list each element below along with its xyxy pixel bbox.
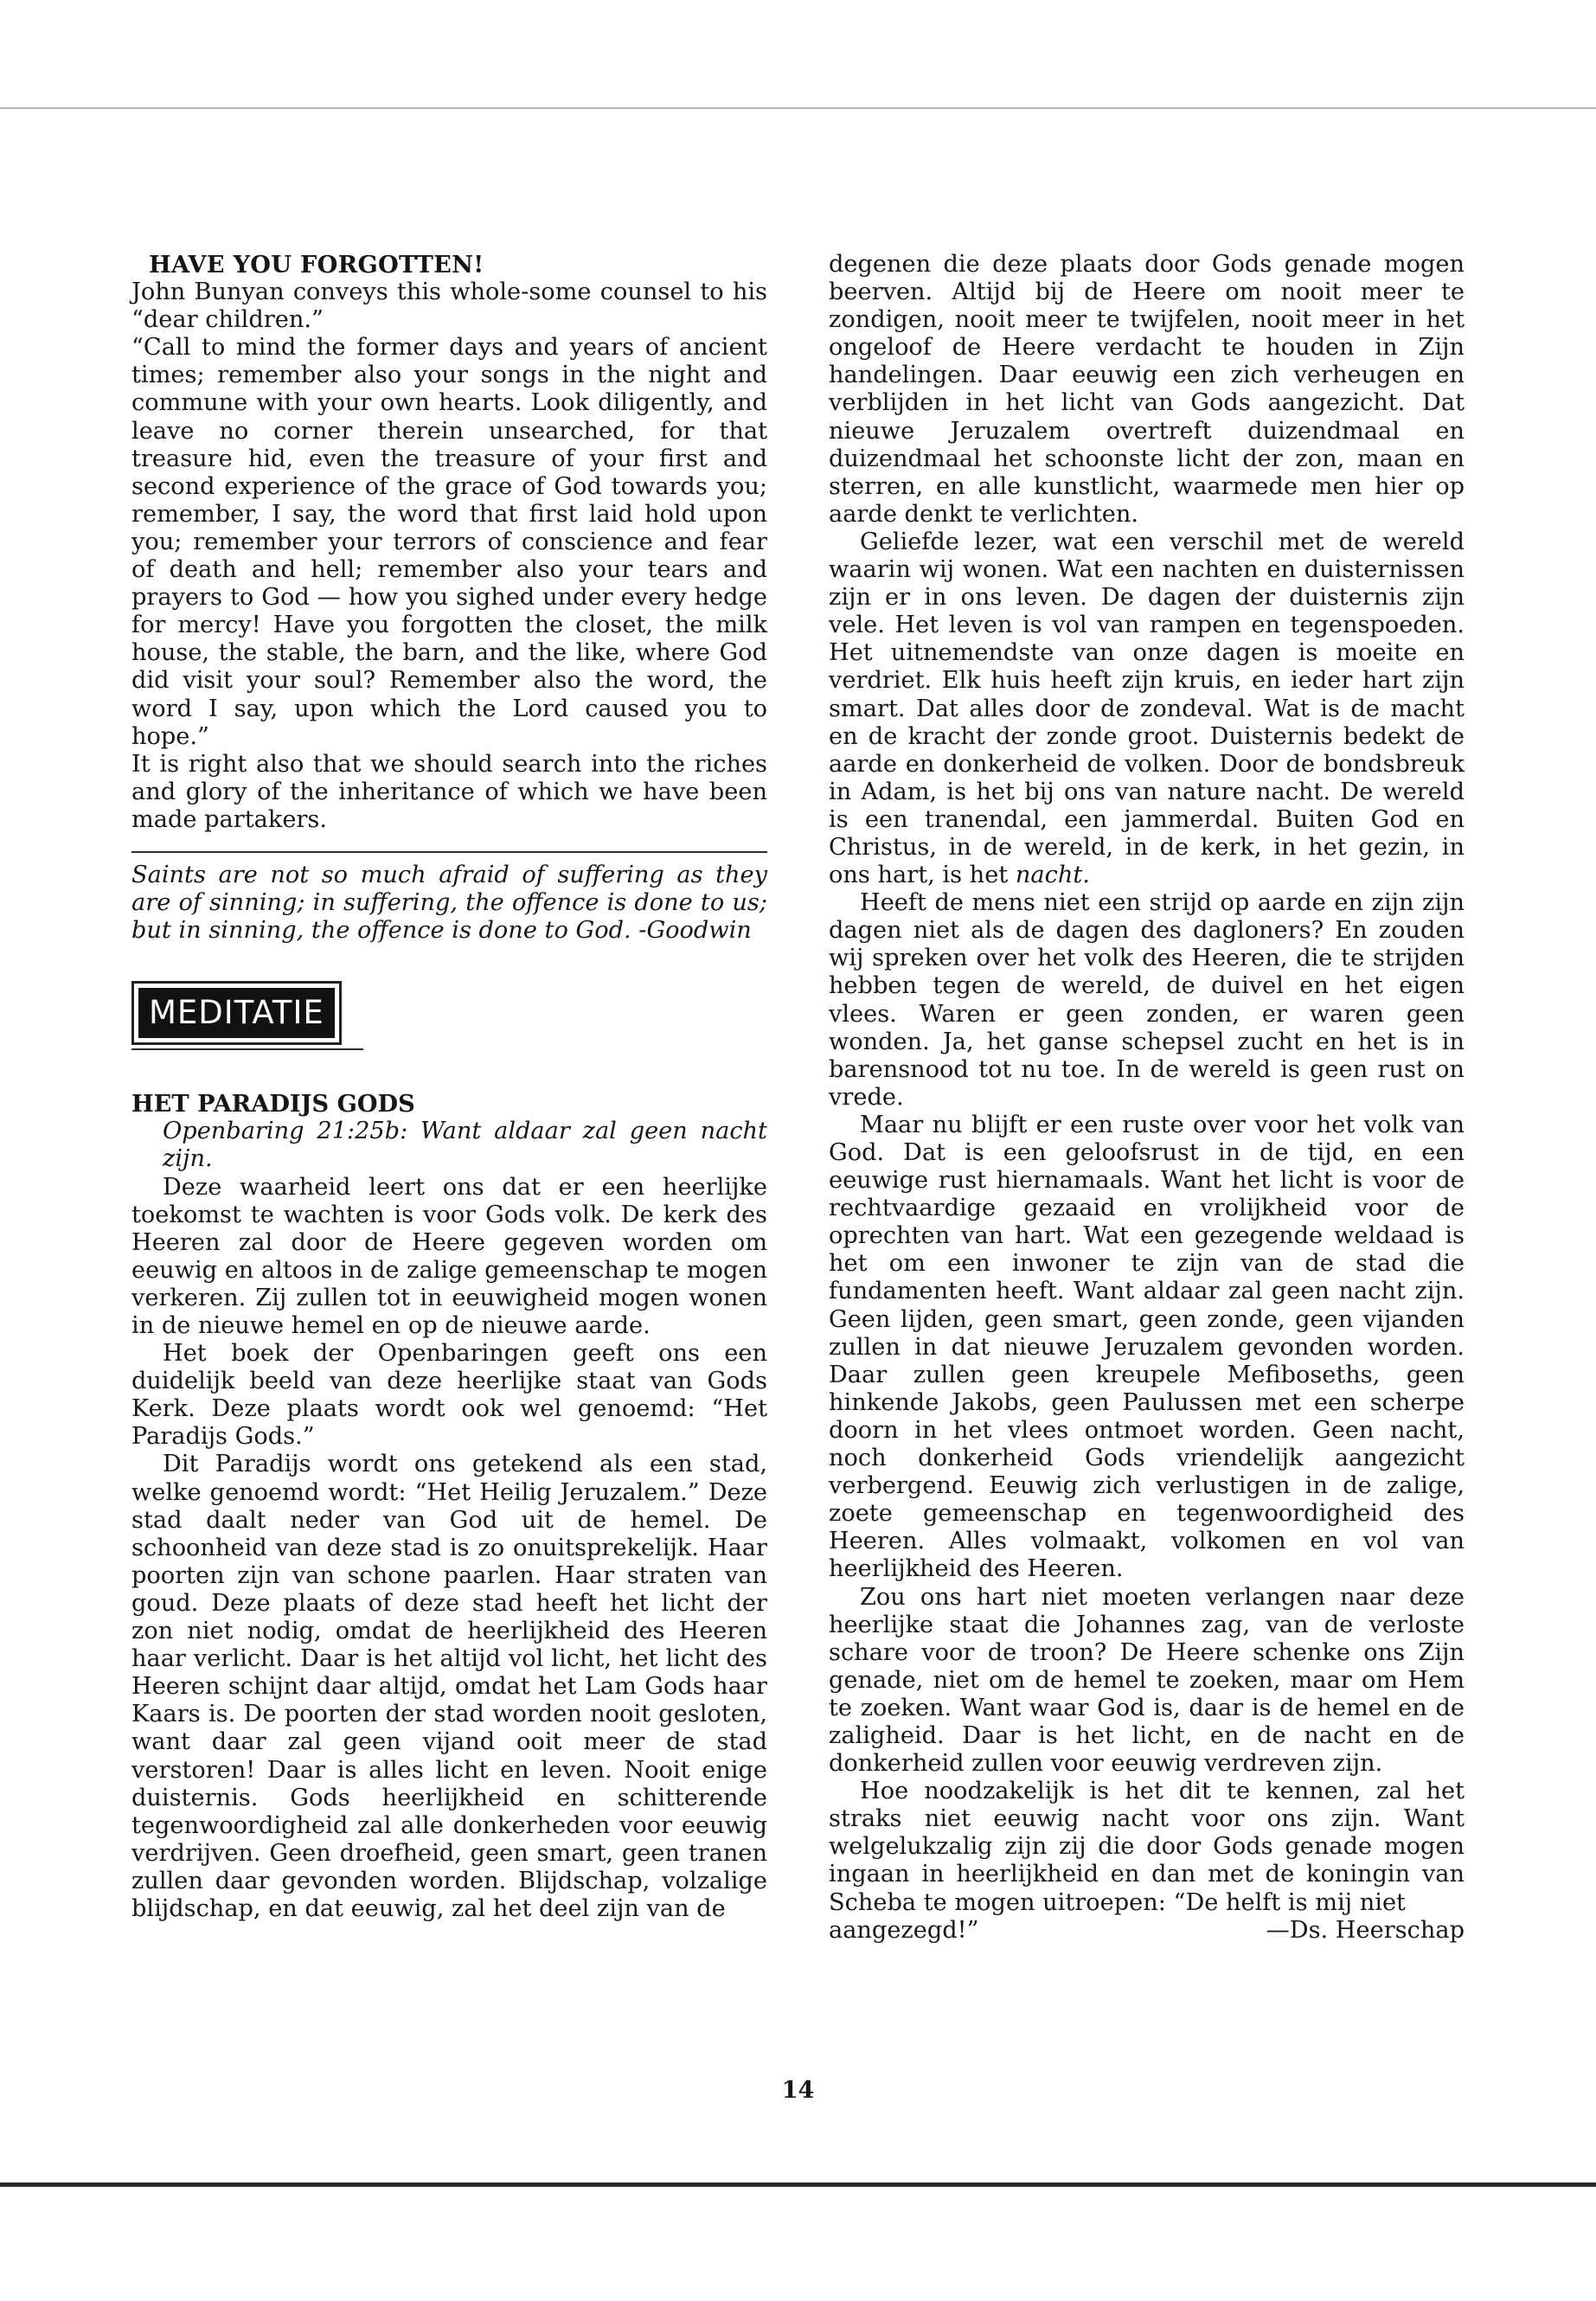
paragraph-beerven: degenen die deze plaats door Gods genade mogen beerven. Altijd bij de Heere om nooit meer te zondigen, nooit meer te twijfelen, nooit meer in het ongeloof de Heere verdacht te houden in Zijn handelingen. Daar eeuwig een zich verheugen en verblijden in het licht van Gods aangezicht. Dat nieuwe Jeruzalem overtreft duizendmaal en duizendmaal het schoonste licht der zon, maan en sterren, en alle kunstlicht, waarmede men hier op aarde denkt te verlichten. bbox=[829, 251, 1465, 528]
quote-divider bbox=[131, 851, 767, 853]
author-signature: —Ds. Heerschap bbox=[1266, 1916, 1465, 1944]
paragraph-geliefde-lezer-text: Geliefde lezer, wat een verschil met de wereld waarin wij wonen. Wat een nachten en duisternissen zijn er in ons leven. De dagen der duisternis zijn vele. Het leven is vol van rampen en tegenspoeden. Het uitnemendste van onze dagen is moeite en verdriet. Elk huis heeft zijn kruis, en ieder hart zijn smart. Dat alles door de zondeval. Wat is de macht en de kracht der zonde groot. Duisternis bedekt de aarde en donkerheid de volken. Door de bondsbreuk in Adam, is het bij ons van nature nacht. De wereld is een tranendal, een jammerdal. Buiten God en Christus, in de wereld, in de kerk, in het gezin, in ons hart, is het bbox=[829, 528, 1465, 889]
scripture-reference: Openbaring 21:25b: Want aldaar zal geen nacht zijn. bbox=[163, 1118, 767, 1173]
paragraph-geliefde-lezer bbox=[829, 529, 1465, 889]
closing-line bbox=[829, 1917, 1465, 1945]
meditatie-logo bbox=[131, 981, 342, 1045]
italic-nacht: nacht. bbox=[1015, 862, 1090, 889]
bottom-scan-edge bbox=[0, 2182, 1596, 2187]
top-scan-edge bbox=[0, 107, 1596, 109]
closing-text: aangezegd!” bbox=[829, 1916, 979, 1944]
right-column bbox=[829, 251, 1465, 1945]
paragraph-ruste: Maar nu blijft er een ruste over voor het volk van God. Dat is een geloofsrust in de tijd, en een eeuwige rust hiernamaals. Want het licht is voor de rechtvaardige gezaaid en vrolijkheid voor de oprechten van hart. Wat een gezegende weldaad is het om een inwoner te zijn van de stad die fundamenten heeft. Want aldaar zal geen nacht zijn. Geen lijden, geen smart, geen zonde, geen vijanden zullen in dat nieuwe Jeruzalem gevonden worden. Daar zullen geen kreupele Mefiboseths, geen hinkende Jakobs, geen Paulussen met een scherpe doorn in het vlees ontmoet worden. Geen nacht, noch donkerheid Gods vriendelijk aangezicht verbergend. Eeuwig zich verlustigen in de zalige, zoete gemeenschap en tegenwoordigheid des Heeren. Alles volmaakt, volkomen en vol van heerlijkheid des Heeren. bbox=[829, 1111, 1465, 1583]
paragraph-strijd: Heeft de mens niet een strijd op aarde en zijn zijn dagen niet als de dagen des dagloners? En zouden wij spreken over het volk des Heeren, die te strijden hebben tegen de wereld, de duivel en het eigen vlees. Waren er geen zonden, er waren geen wonden. Ja, het ganse schepsel zucht en het is in barensnood tot nu toe. In de wereld is geen rust on vrede. bbox=[829, 889, 1465, 1111]
paragraph-noodzakelijk: Hoe noodzakelijk is het dit te kennen, zal het straks niet eeuwig nacht voor ons zijn. Want welgelukzalig zijn zij die door Gods genade mogen ingaan in heerlijkheid en dan met de koningin van Scheba te mogen uitroepen: “De helft is mij niet bbox=[829, 1778, 1465, 1916]
paragraph-inheritance: It is right also that we should search into the riches and glory of the inheritance of which we have been made partakers. bbox=[131, 750, 767, 833]
paragraph-bunyan-quote: “Call to mind the former days and years of ancient times; remember also your songs in the night and commune with your own hearts. Look diligently, and leave no corner therein unsearched, for that treasure hid, even the treasure of your first and second experience of the grace of God towards you; remember, I say, the word that first laid hold upon you; remember your terrors of conscience and fear of death and hell; remember also your tears and prayers to God — how you sighed under every hedge for mercy! Have you forgotten the closet, the milk house, the stable, the barn, and the like, where God did visit your soul? Remember also the word, the word I say, upon which the Lord caused you to hope.” bbox=[131, 334, 767, 750]
logo-underline bbox=[131, 1048, 363, 1050]
paragraph-verlangen: Zou ons hart niet moeten verlangen naar deze heerlijke staat die Johannes zag, van de verloste schare voor de troon? De Heere schenke ons Zijn genade, niet om de hemel te zoeken, maar om Hem te zoeken. Want waar God is, daar is de hemel en de zaligheid. Daar is het licht, en de nacht en de donkerheid zullen voor eeuwig verdreven zijn. bbox=[829, 1583, 1465, 1778]
paragraph-stad: Dit Paradijs wordt ons getekend als een stad, welke genoemd wordt: “Het Heilig Jeruzalem.” Deze stad daalt neder van God uit de hemel. De schoonheid van deze stad is zo onuitsprekelijk. Haar poorten zijn van schone paarlen. Haar straten van goud. Deze plaats of deze stad heeft het licht der zon niet nodig, omdat de heerlijkheid des Heeren haar verlicht. Daar is het altijd vol licht, het licht des Heeren schijnt daar altijd, omdat het Lam Gods haar Kaars is. De poorten der stad worden nooit gesloten, want daar zal geen vijand ooit meer de stad verstoren! Daar is alles licht en leven. Nooit enige duisternis. Gods heerlijkheid en schitterende tegenwoordigheid zal alle donkerheden voor eeuwig verdrijven. Geen droefheid, geen smart, geen tranen zullen daar gevonden worden. Blijdschap, volzalige blijdschap, en dat eeuwig, zal het deel zijn van de bbox=[131, 1451, 767, 1922]
meditatie-section-header bbox=[131, 981, 767, 1050]
paragraph-openbaringen: Het boek der Openbaringen geeft ons een duidelijk beeld van deze heerlijke staat van Gods Kerk. Deze plaats wordt ook wel genoemd: “Het Paradijs Gods.” bbox=[131, 1340, 767, 1451]
page-number: 14 bbox=[781, 2077, 815, 2104]
meditatie-logo-text: MEDITATIE bbox=[138, 988, 335, 1038]
left-column bbox=[131, 251, 767, 1923]
article-title-have-you-forgotten: HAVE YOU FORGOTTEN! bbox=[149, 251, 484, 279]
article-title-het-paradijs-gods: HET PARADIJS GODS bbox=[131, 1090, 415, 1118]
paragraph-intro: John Bunyan conveys this whole-some counsel to his “dear children.” bbox=[131, 279, 767, 334]
goodwin-quote: Saints are not so much afraid of suffering as they are of sinning; in suffering, the offence is done to us; but in sinning, the offence is done to God. -Goodwin bbox=[131, 861, 767, 945]
paragraph-waarheid: Deze waarheid leert ons dat er een heerlijke toekomst te wachten is voor Gods volk. De kerk des Heeren zal door de Heere gegeven worden om eeuwig en altoos in de zalige gemeenschap te mogen verkeren. Zij zullen tot in eeuwigheid mogen wonen in de nieuwe hemel en op de nieuwe aarde. bbox=[131, 1173, 767, 1339]
